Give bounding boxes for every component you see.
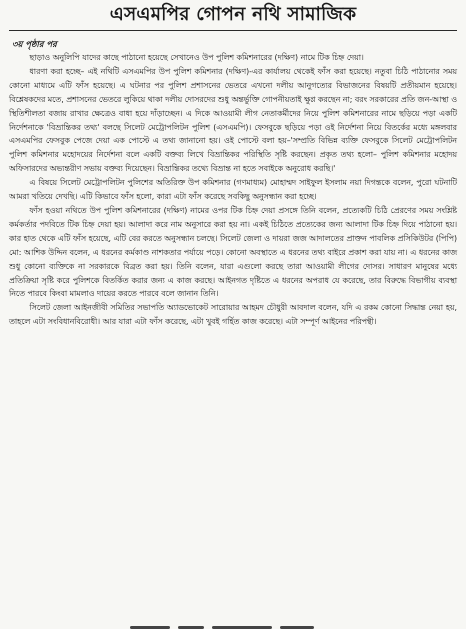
article-body <box>9 51 457 329</box>
headline-divider <box>9 30 457 31</box>
article-paragraph: সিলেট জেলা আইনজীবী সমিতির সভাপতি অ্যাডভোকেট সারোয়ার আহমদ চৌধুরী আবদাল বলেন, যদি এ রকম কোনো সিদ্ধান্ত নেয়া হয়, তাহলে এটা সংবিধানবিরোধী। আর যারা এটা ফাঁস করেছে, এটা খুবই গর্হিত কাজ করেছে। এটা সম্পূর্ণ আইনের পরিপন্থী। <box>9 303 457 327</box>
article-headline: এসএমপির গোপন নথি সামাজিক <box>109 4 357 25</box>
article-paragraph: এ বিষয়ে সিলেট মেট্রোপলিটন পুলিশের অতিরিক্ত উপ কমিশনার (গণমাধ্যম) মোহাম্মদ সাইফুল ইসলাম নয়া দিগন্তকে বলেন, পুরো ঘটনাটি আমরা খতিয়ে দেখছি। এটি কিভাবে ফাঁস হলো, কারা এটা ফাঁস করেছে সবকিছু অনুসন্ধান করা হচ্ছে। <box>9 178 457 202</box>
continued-from-label: ৩য় পৃষ্ঠার পর <box>12 39 57 49</box>
article-paragraph: ছাড়াও অনুলিপি যাদের কাছে পাঠানো হয়েছে সেখানেও উপ পুলিশ কমিশনারের (দক্ষিণ) নামে টিক চিহ্ন দেয়া। <box>29 53 364 62</box>
cropped-next-line <box>0 624 466 629</box>
article-paragraph: ধারণা করা হচ্ছে– এই নথিটি এসএমপির উপ পুলিশ কমিশনার (দক্ষিণ)-এর কার্যালয় থেকেই ফাঁস করা হয়েছে। নতুবা চিঠি পাঠানোর সময় কোনো মাধ্যমে এটি ফাঁস হয়েছে। এ ঘটনার পর পুলিশ প্রশাসনের ভেতরে এখনো দলীয় আনুগত্যের বিভাজনের বিষয়টি প্রতীয়মান হয়েছে। বিশ্লেষকদের মতে, প্রশাসনের ভেতরে লুকিয়ে থাকা দলীয় দোসরদের শুধু অন্তর্ভুক্তি গোপনীয়তাই ক্ষুণ্ণ করছেন না; বরং সরকারের প্রতি জন-আস্থা ও স্থিতিশীলতা বজায় রাখার ক্ষেত্রেও বাধা হয়ে দাঁড়াচ্ছেন। এ দিকে আওয়ামী লীগ নেতাকর্মীদের নিয়ে পুলিশ কমিশনারের নামে ছড়িয়ে পড়া একটি নির্দেশনাকে 'বিভ্রান্তিকর তথ্য' বলছে সিলেট মেট্রোপলিটন পুলিশ (এসএমপি)। ফেসবুকে ছড়িয়ে পড়া ওই নির্দেশনা নিয়ে বিতর্কের মধ্যে মঙ্গলবার এসএমপির ফেসবুক পেজে দেয়া এক পোস্টে এ তথ্য জানানো হয়। ওই পোস্টে বলা হয়–'সম্প্রতি বিভিন্ন ব্যক্তি ফেসবুকে সিলেট মেট্রোপলিটন পুলিশ কমিশনার মহোদয়ের নির্দেশনা বলে একটি বক্তব্য লিখে বিভ্রান্তিকর পরিস্থিতি সৃষ্টি করছেন। প্রকৃত তথ্য হলো– পুলিশ কমিশনার মহোদয় অফিসারদের অভ্যন্তরীণ সভায় বক্তব্য দিয়েছেন। বিভ্রান্তিকর তথ্যে বিভ্রান্ত না হতে সবাইকে অনুরোধ করছি।' <box>9 66 457 174</box>
article-paragraph: ফাঁস হওয়া নথিতে উপ পুলিশ কমিশনারের (দক্ষিণ) নামের ওপর টিক চিহ্ন দেয়া প্রসঙ্গে তিনি বলেন, প্রত্যেকটি চিঠি প্রেরণের সময় সংশ্লিষ্ট কর্মকর্তার পদবিতে টিক চিহ্ন দেয়া হয়। আলাদা করে নাম অনুসারে করা হয় না। একই চিঠিতে প্রত্যেকের জন্য আলাদা টিক চিহ্ন দিয়ে পাঠানো হয়। কার হাত থেকে এটি ফাঁস হয়েছে, এটি বের করতে অনুসন্ধান চলছে। সিলেট জেলা ও দায়রা জজ আদালতের প্রাক্তন পাবলিক প্রসিকিউটর (পিপি) মো: আশিক উদ্দিন বলেন, এ ধরনের কর্মকাণ্ড নাশকতার পর্যায়ে পড়ে। কোনো অবস্থাতে এ ধরনের তথ্য বাইরে প্রকাশ করা যায় না। এ ধরনের কাজ শুধু কোনো ব্যক্তিকে না সরকারকে বিব্রত করা হয়। তিনি বলেন, যারা এগুলো করছে তারা আওয়ামী লীগের দোসর। সাধারণ মানুষের মধ্যে প্রতিক্রিয়া সৃষ্টি করে পুলিশকে বিতর্কিত করার জন্য এ কাজ করছে। আইনগত দৃষ্টিতে এ ধরনের অপরাধ যে করেছে, তার বিরুদ্ধে বিভাগীয় ব্যবস্থা নিতে পারবে কিংবা মামলাও দায়ের করতে পারবে বলে জানান তিনি। <box>9 205 457 299</box>
